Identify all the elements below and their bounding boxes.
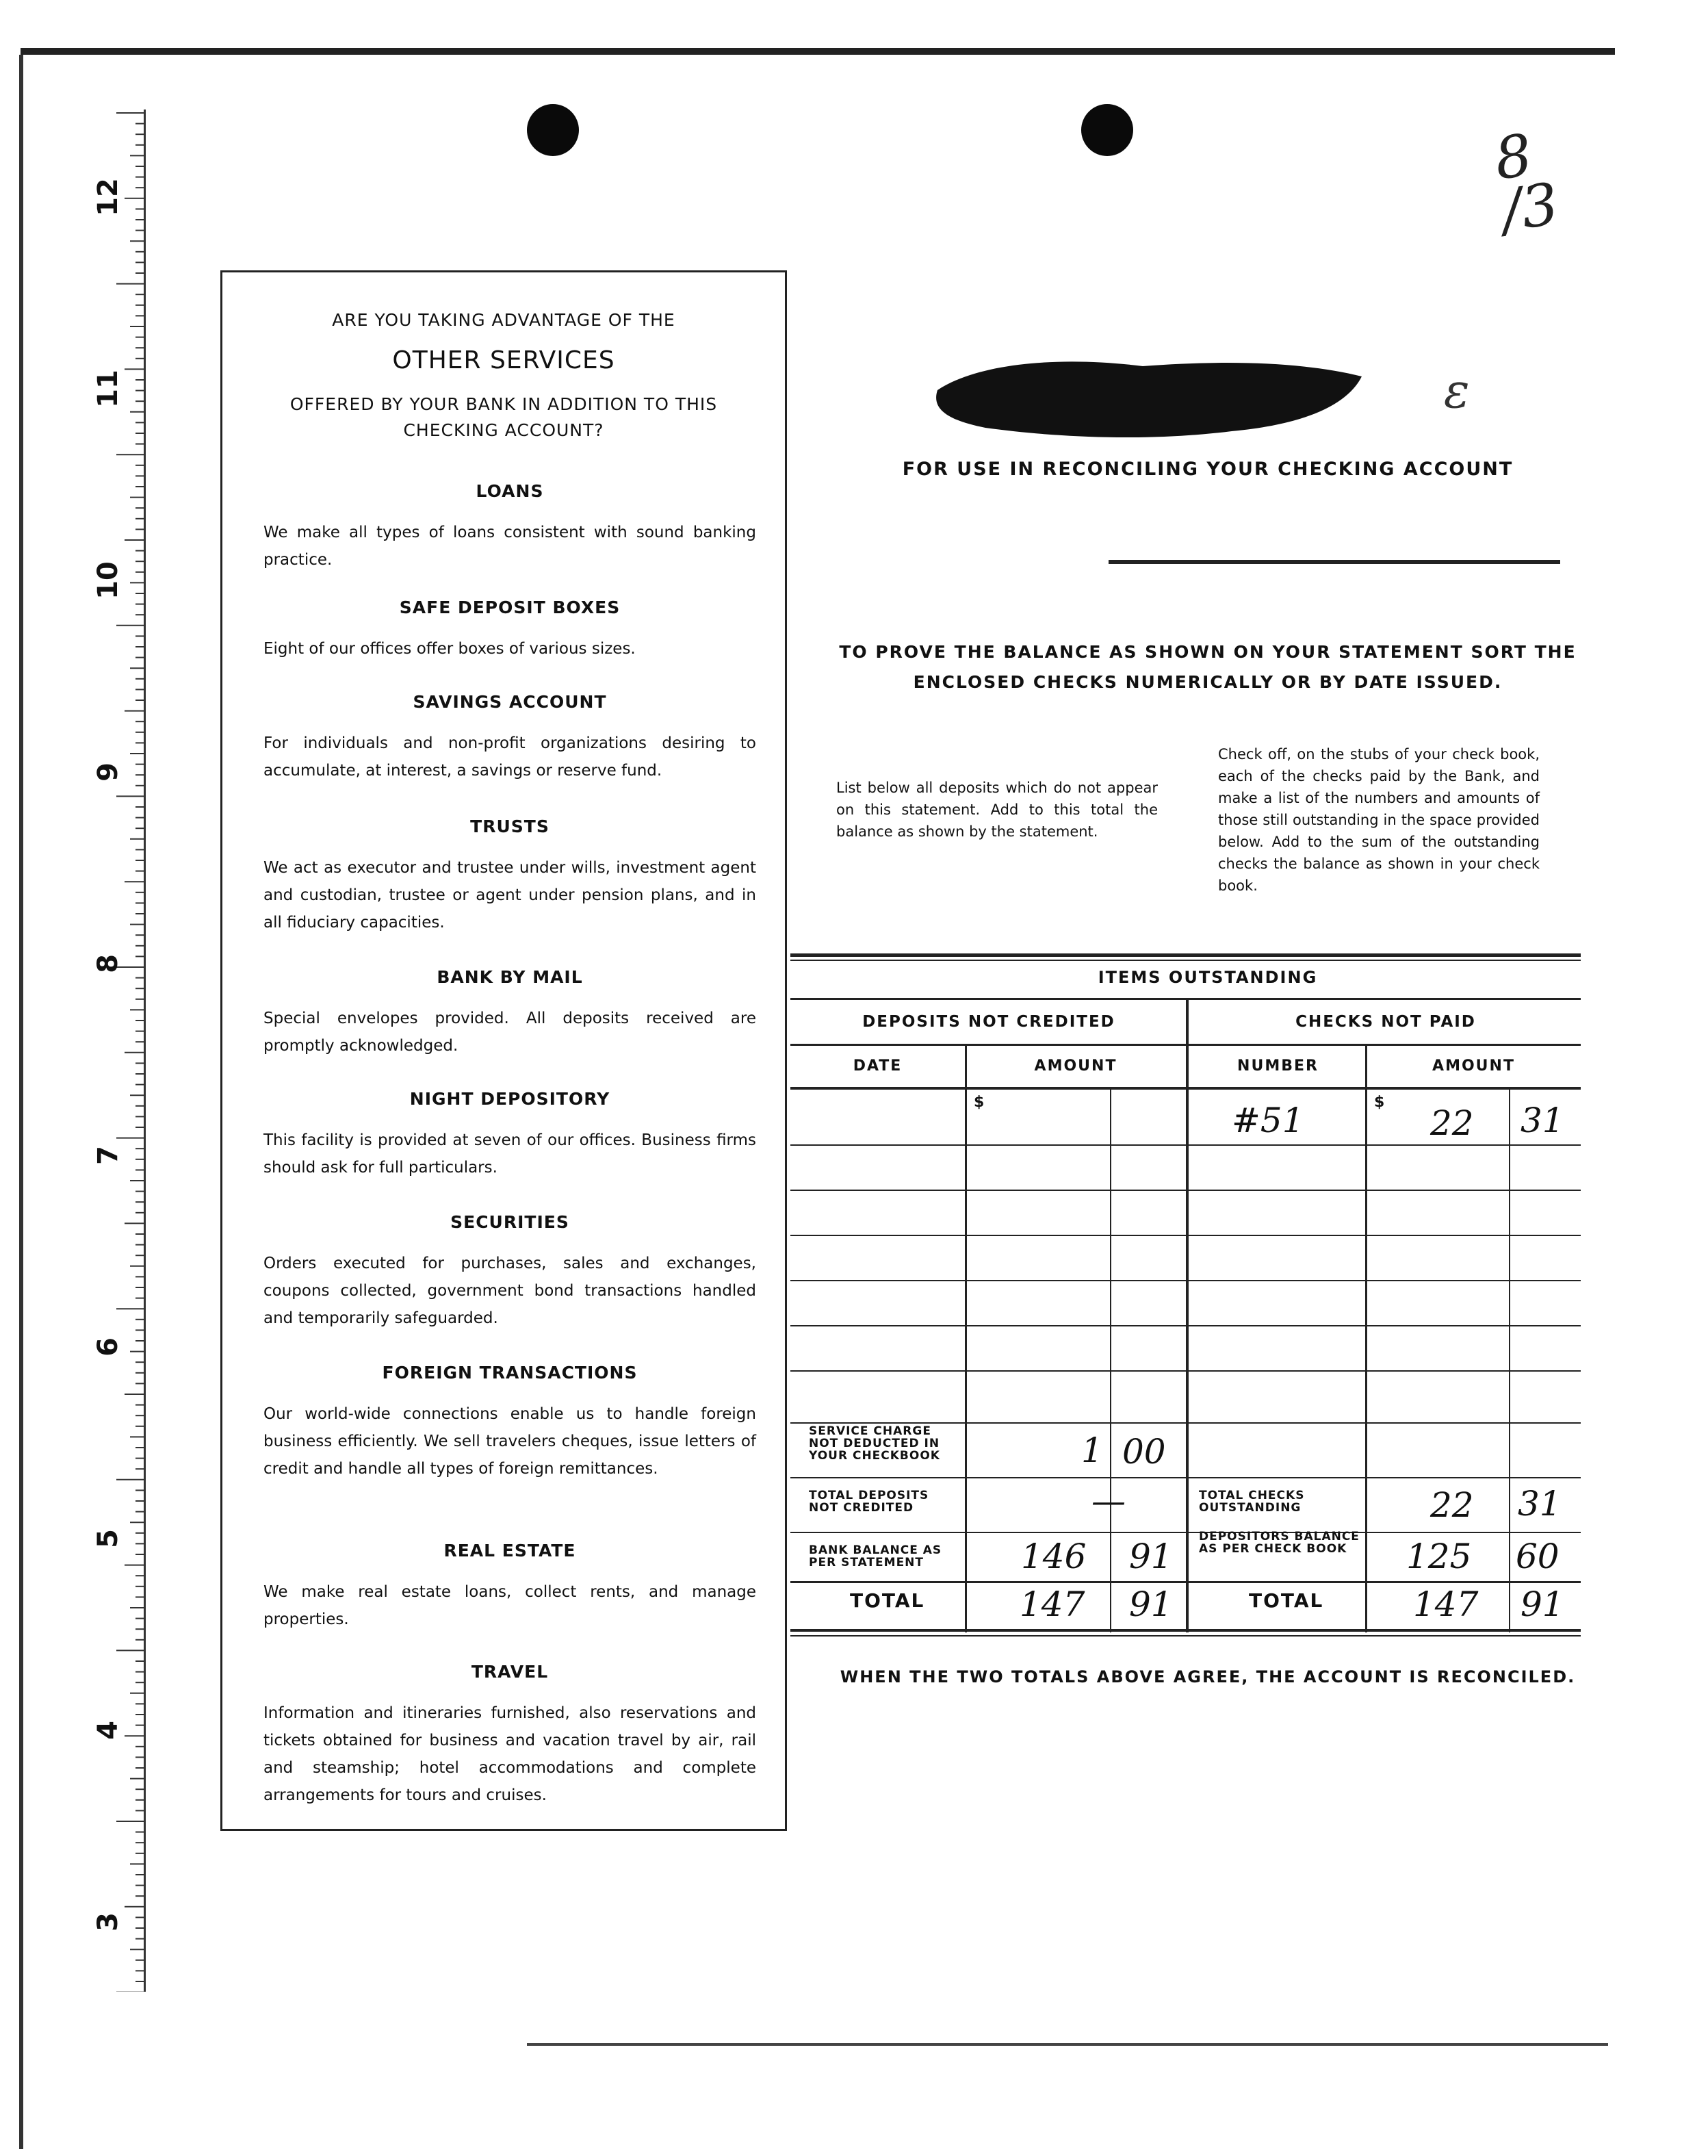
service-heading: REAL ESTATE — [443, 1541, 576, 1561]
col-header-amount: AMOUNT — [1432, 1057, 1515, 1075]
depositors-balance-label: DEPOSITORS BALANCE AS PER CHECK BOOK — [1199, 1530, 1360, 1556]
service-text: Special envelopes provided. All deposits received are promptly acknowledged. — [263, 1010, 756, 1055]
handwritten-mark: ɛ — [1444, 363, 1470, 419]
col-header-number: NUMBER — [1237, 1057, 1319, 1075]
services-intro: ARE YOU TAKING ADVANTAGE OF THE — [332, 310, 675, 330]
depositors-balance-cents: 60 — [1516, 1537, 1560, 1576]
top-border-rule — [21, 48, 1615, 55]
ruler-number: 8 — [92, 954, 124, 973]
service-charge-cents: 00 — [1122, 1432, 1166, 1472]
ruler-spine — [144, 110, 146, 1992]
row-line — [790, 1532, 1581, 1533]
service-trusts — [263, 817, 756, 936]
service-safe-deposit — [263, 598, 756, 663]
check-amount-cents: 31 — [1521, 1101, 1564, 1140]
punch-hole-right — [1081, 104, 1133, 156]
total-checks-label: TOTAL CHECKS OUTSTANDING — [1199, 1489, 1305, 1515]
punch-hole-left — [527, 104, 579, 156]
dollar-sign: $ — [1374, 1094, 1385, 1111]
service-travel — [263, 1662, 756, 1809]
service-heading: TRAVEL — [471, 1662, 549, 1682]
total-right-cents: 91 — [1521, 1584, 1564, 1624]
total-left-dollars: 147 — [1020, 1584, 1085, 1624]
row-line — [790, 1235, 1581, 1236]
services-intro: CHECKING ACCOUNT? — [403, 420, 604, 440]
bank-balance-label: BANK BALANCE AS PER STATEMENT — [809, 1543, 942, 1569]
col-divider — [965, 1044, 967, 1632]
service-heading: LOANS — [476, 481, 544, 501]
service-foreign — [263, 1363, 756, 1483]
service-savings — [263, 692, 756, 784]
total-label-right: TOTAL — [1249, 1589, 1324, 1612]
other-services-panel — [220, 270, 787, 1831]
row-line — [790, 1325, 1581, 1326]
prove-instruction: TO PROVE THE BALANCE AS SHOWN ON YOUR STATEMENT SORT THE — [839, 642, 1577, 662]
col-divider — [1186, 998, 1189, 1632]
service-night-depository — [263, 1089, 756, 1181]
service-text: We make real estate loans, collect rents, and manage properties. — [263, 1583, 756, 1628]
col-divider — [1110, 1090, 1111, 1632]
ruler-number: 5 — [92, 1529, 124, 1548]
table-rule — [790, 953, 1581, 957]
row-line — [790, 1422, 1581, 1424]
separator-rule — [1109, 560, 1560, 564]
ruler-number: 7 — [92, 1146, 124, 1165]
service-bank-by-mail — [263, 967, 756, 1060]
checks-instruction: Check off, on the stubs of your check book, each of the checks paid by the Bank, and make a list of the numbers and amounts of those still outstanding in the space provided below. Add to the sum of the outstanding checks the balance as shown in your check book. — [1218, 746, 1540, 894]
service-heading: SECURITIES — [450, 1212, 569, 1232]
service-loans — [263, 481, 756, 574]
service-charge-label: SERVICE CHARGE NOT DEDUCTED IN YOUR CHECKBOOK — [809, 1424, 940, 1463]
corner-note-line: 8 — [1490, 121, 1536, 193]
total-label-left: TOTAL — [850, 1589, 925, 1612]
service-heading: FOREIGN TRANSACTIONS — [382, 1363, 638, 1383]
total-left-cents: 91 — [1129, 1584, 1173, 1624]
service-securities — [263, 1212, 756, 1332]
row-line — [790, 1477, 1581, 1478]
col-divider — [1509, 1090, 1510, 1632]
service-heading: NIGHT DEPOSITORY — [409, 1089, 610, 1109]
reconciled-note: WHEN THE TWO TOTALS ABOVE AGREE, THE ACCOUNT IS RECONCILED. — [840, 1667, 1576, 1686]
total-checks-cents: 31 — [1518, 1484, 1562, 1524]
total-deposits-value: — — [1091, 1481, 1126, 1521]
service-text: We make all types of loans consistent with sound banking practice. — [263, 524, 756, 569]
bank-balance-dollars: 146 — [1021, 1537, 1087, 1576]
service-heading: SAFE DEPOSIT BOXES — [399, 598, 621, 617]
total-right-dollars: 147 — [1413, 1584, 1479, 1624]
services-intro: OFFERED BY YOUR BANK IN ADDITION TO THIS — [289, 394, 718, 414]
service-text: We act as executor and trustee under wills, investment agent and custodian, trustee or agent under pension plans, and in all fiduciary capacities. — [263, 859, 756, 932]
service-charge-dollars: 1 — [1081, 1430, 1103, 1470]
check-amount-dollars: 22 — [1430, 1103, 1474, 1143]
row-line — [790, 1370, 1581, 1372]
service-heading: SAVINGS ACCOUNT — [413, 692, 607, 712]
handwritten-corner-note — [1490, 121, 1563, 244]
total-deposits-label: TOTAL DEPOSITS NOT CREDITED — [809, 1489, 929, 1515]
col-header-date: DATE — [853, 1057, 903, 1075]
row-line — [790, 1581, 1581, 1583]
reconcile-title: FOR USE IN RECONCILING YOUR CHECKING ACCOUNT — [902, 459, 1514, 480]
corner-note-line: /3 — [1497, 170, 1563, 244]
service-text: This facility is provided at seven of our offices. Business firms should ask for full particulars. — [263, 1131, 756, 1177]
bottom-border-rule — [527, 2043, 1608, 2046]
row-line — [790, 1280, 1581, 1281]
redaction-scribble — [924, 349, 1375, 445]
services-title: OTHER SERVICES — [392, 346, 615, 374]
left-page-edge — [19, 55, 23, 2149]
ruler-number: 11 — [92, 370, 124, 408]
bank-balance-cents: 91 — [1129, 1537, 1173, 1576]
service-heading: BANK BY MAIL — [437, 967, 583, 987]
ruler-number: 4 — [92, 1721, 124, 1740]
service-text: For individuals and non-profit organizations desiring to accumulate, at interest, a savings or reserve fund. — [263, 734, 756, 780]
depositors-balance-dollars: 125 — [1406, 1537, 1472, 1576]
service-real-estate — [263, 1541, 756, 1633]
checks-not-paid-heading: CHECKS NOT PAID — [1295, 1013, 1476, 1031]
service-text: Orders executed for purchases, sales and exchanges, coupons collected, government bond transactions handled and temporarily safeguarded. — [263, 1255, 756, 1327]
ruler-number: 6 — [92, 1337, 124, 1357]
prove-instruction: ENCLOSED CHECKS NUMERICALLY OR BY DATE ISSUED. — [913, 672, 1503, 692]
ruler-number: 9 — [92, 762, 124, 782]
dollar-sign: $ — [974, 1094, 985, 1111]
items-outstanding-heading: ITEMS OUTSTANDING — [1098, 968, 1318, 987]
total-checks-dollars: 22 — [1430, 1485, 1474, 1525]
ruler-number: 12 — [92, 178, 124, 216]
measuring-ruler — [62, 110, 151, 1992]
row-line — [790, 1629, 1581, 1632]
row-line — [790, 1144, 1581, 1146]
col-header-amount: AMOUNT — [1034, 1057, 1117, 1075]
check-number-entry: #51 — [1232, 1101, 1304, 1140]
row-line — [790, 1635, 1581, 1637]
table-rule — [790, 960, 1581, 961]
deposits-instruction: List below all deposits which do not appear on this statement. Add to this total the balance as shown by the statement. — [836, 780, 1158, 840]
deposits-not-credited-heading: DEPOSITS NOT CREDITED — [862, 1013, 1115, 1031]
service-heading: TRUSTS — [470, 817, 549, 836]
ruler-number: 10 — [92, 561, 124, 600]
row-line — [790, 1190, 1581, 1191]
service-text: Information and itineraries furnished, also reservations and tickets obtained for business and vacation travel by air, rail and steamship; hotel accommodations and complete arrangements for tours and cruises. — [263, 1704, 756, 1804]
service-text: Eight of our offices offer boxes of various sizes. — [263, 640, 636, 658]
ruler-number: 3 — [92, 1912, 124, 1932]
service-text: Our world-wide connections enable us to handle foreign business efficiently. We sell travelers cheques, issue letters of credit and handle all types of foreign remittances. — [263, 1405, 756, 1478]
